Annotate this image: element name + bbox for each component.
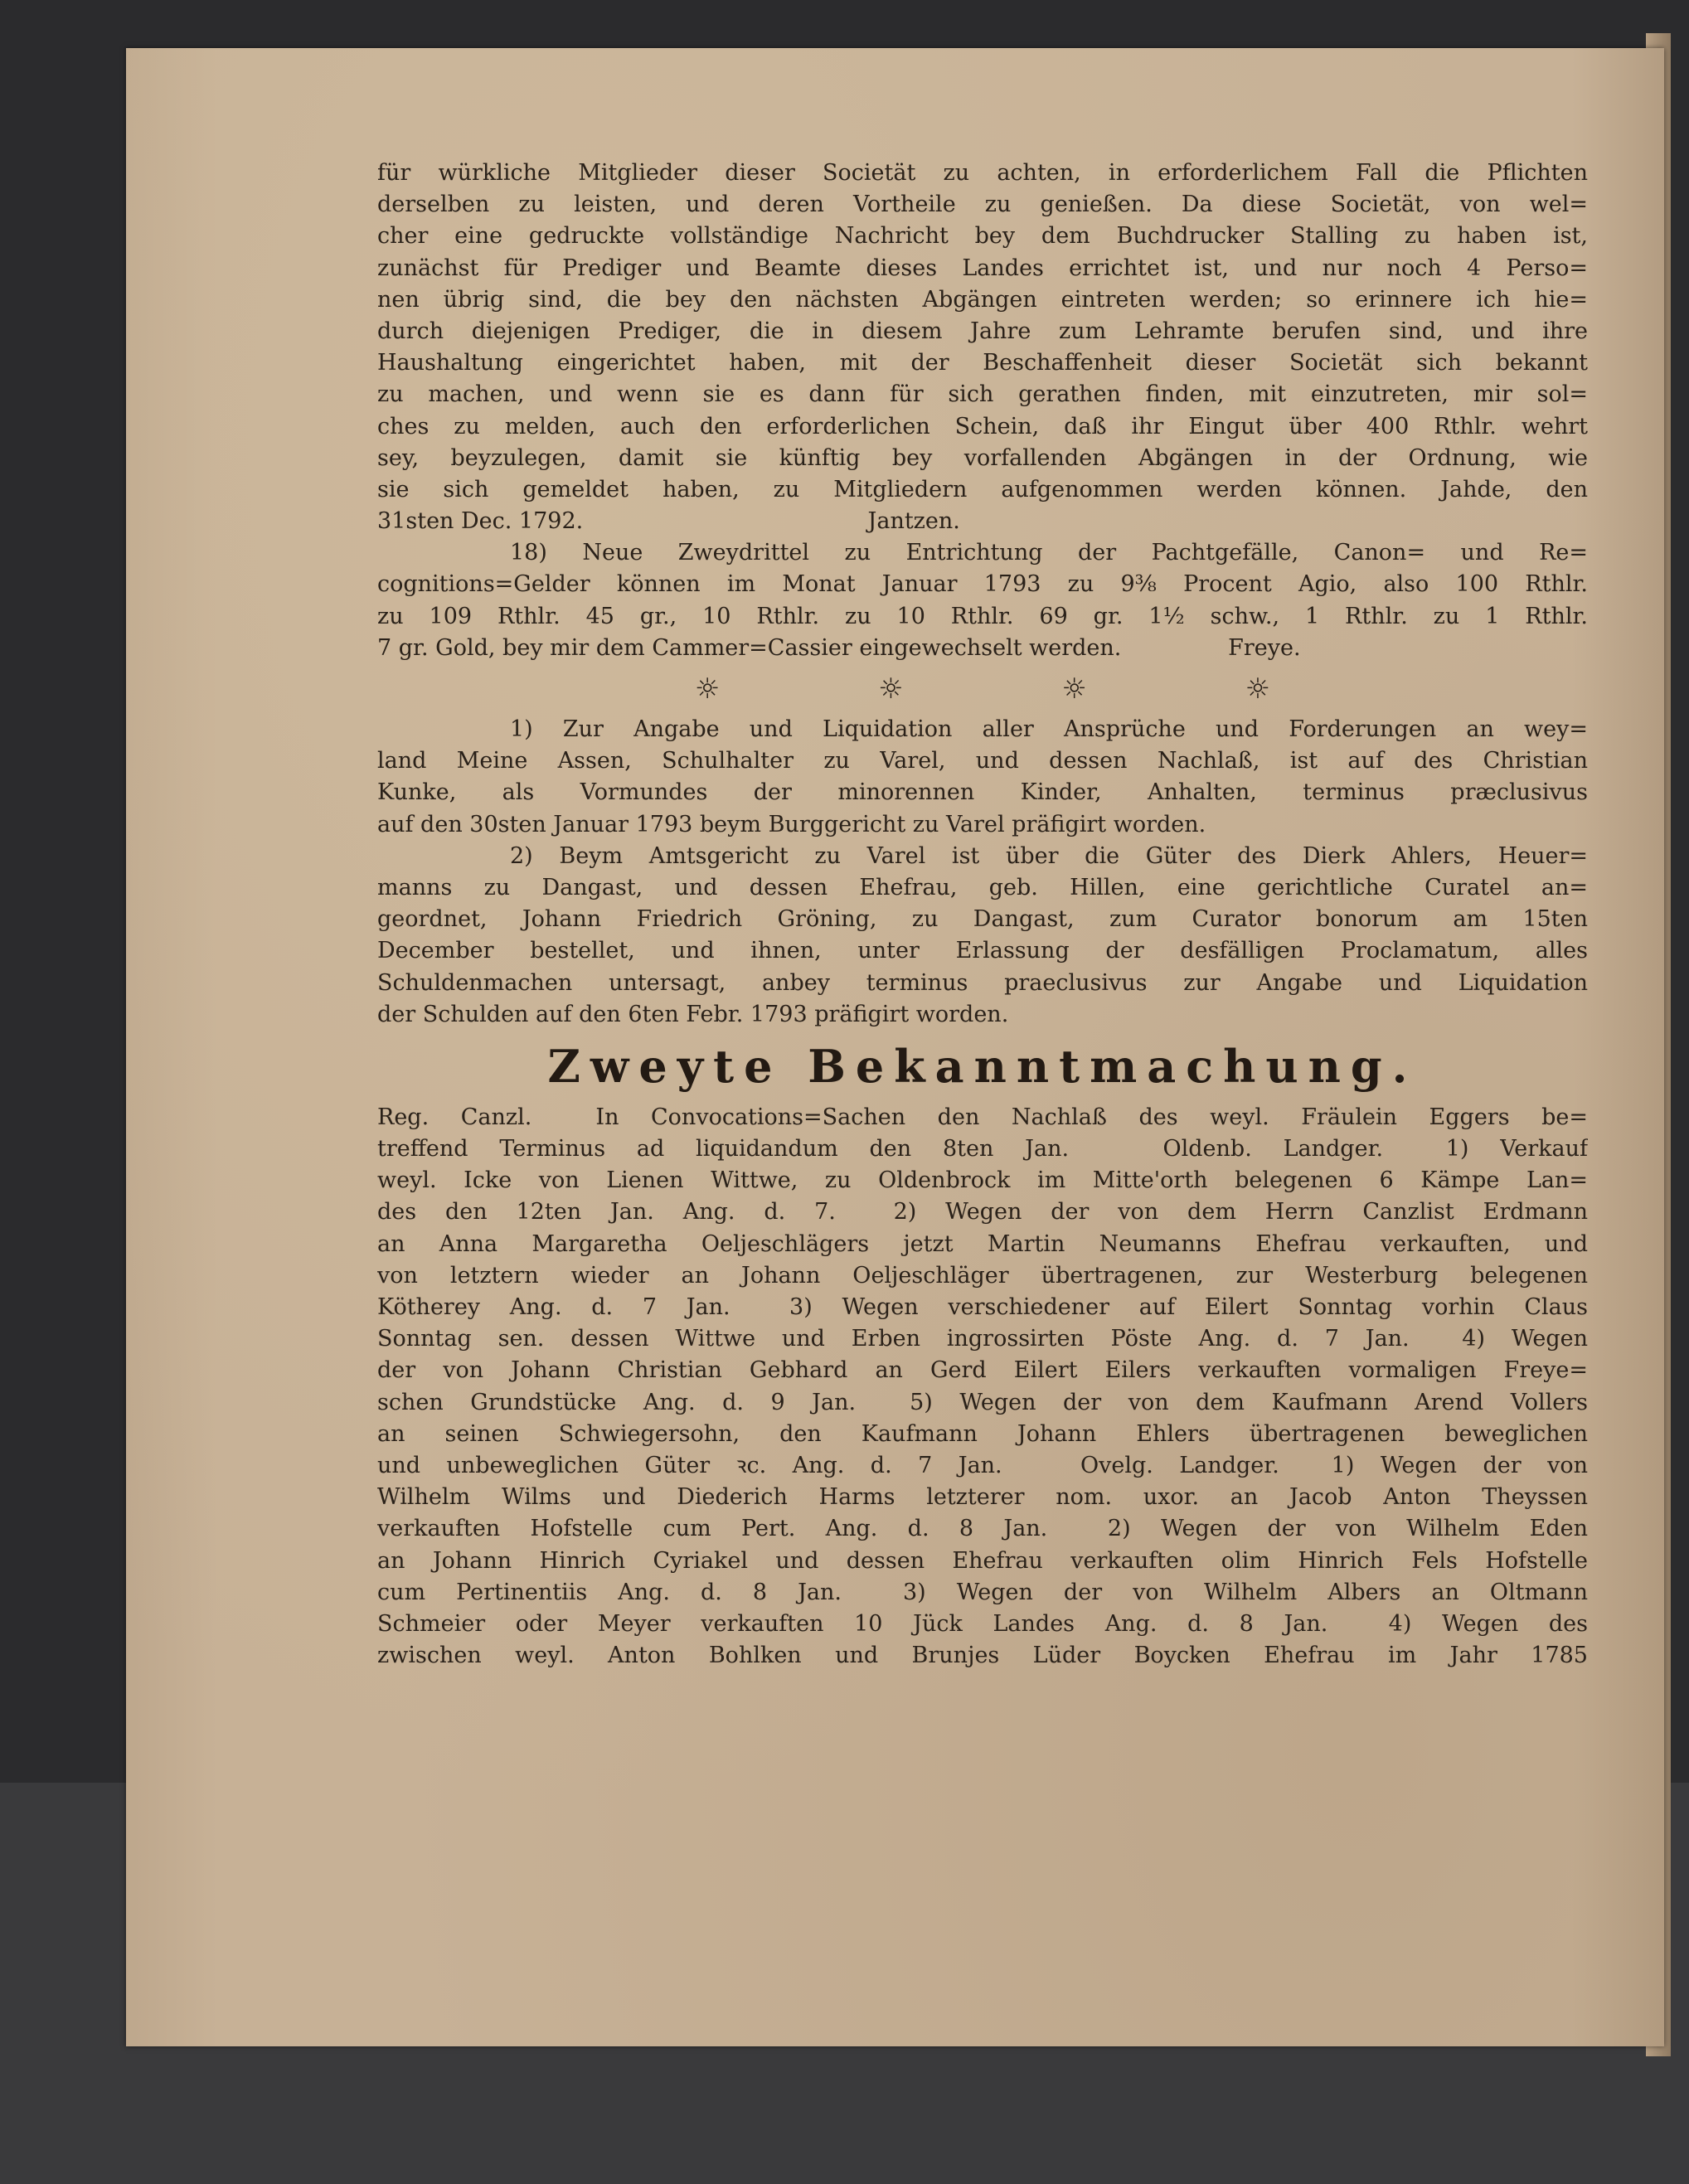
text-line: geordnet, Johann Friedrich Gröning, zu Dangast, zum Curator bonorum am 15ten xyxy=(377,906,1588,933)
text-line: Sonntag sen. dessen Wittwe und Erben ingrossirten Pöste Ang. d. 7 Jan. 4) Wegen xyxy=(377,1326,1588,1352)
text-line: 18) Neue Zweydrittel zu Entrichtung der Pachtgefälle, Canon= und Re= xyxy=(510,540,1588,566)
page-text xyxy=(377,158,1588,1672)
text-line: 31sten Dec. 1792. Jantzen. xyxy=(377,508,960,535)
section-notices xyxy=(377,714,1588,1031)
text-line: an Johann Hinrich Cyriakel und dessen Ehefrau verkauften olim Hinrich Fels Hofstelle xyxy=(377,1547,1588,1574)
text-line: treffend Terminus ad liquidandum den 8ten Jan. Oldenb. Landger. 1) Verkauf xyxy=(377,1136,1588,1162)
text-line: und unbeweglichen Güter ꝛc. Ang. d. 7 Jan. Ovelg. Landger. 1) Wegen der von xyxy=(377,1452,1588,1478)
text-line: verkauften Hofstelle cum Pert. Ang. d. 8 Jan. 2) Wegen der von Wilhelm Eden xyxy=(377,1516,1588,1542)
text-line: nen übrig sind, die bey den nächsten Abgängen eintreten werden; so erinnere ich hie= xyxy=(377,286,1588,313)
text-line: Haushaltung eingerichtet haben, mit der Beschaffenheit dieser Societät sich bekannt xyxy=(377,350,1588,376)
text-line: manns zu Dangast, und dessen Ehefrau, geb. Hillen, eine gerichtliche Curatel an= xyxy=(377,874,1588,900)
text-line: Kötherey Ang. d. 7 Jan. 3) Wegen verschiedener auf Eilert Sonntag vorhin Claus xyxy=(377,1294,1588,1320)
text-line: land Meine Assen, Schulhalter zu Varel, und dessen Nachlaß, ist auf des Christian xyxy=(377,748,1588,774)
text-line: sie sich gemeldet haben, zu Mitgliedern aufgenommen werden können. Jahde, den xyxy=(377,476,1588,502)
text-line: Schmeier oder Meyer verkauften 10 Jück Landes Ang. d. 8 Jan. 4) Wegen des xyxy=(377,1610,1588,1637)
ornament-stars: ☼ ☼ ☼ ☼ xyxy=(694,672,1346,706)
text-line: zunächst für Prediger und Beamte dieses Landes errichtet ist, und nur noch 4 Perso= xyxy=(377,255,1588,281)
text-line: der von Johann Christian Gebhard an Gerd Eilert Eilers verkauften vormaligen Freye= xyxy=(377,1357,1588,1384)
text-line: cher eine gedruckte vollständige Nachricht bey dem Buchdrucker Stalling zu haben ist, xyxy=(377,223,1588,250)
text-line: durch diejenigen Prediger, die in diesem Jahre zum Lehramte berufen sind, und ihre xyxy=(377,318,1588,344)
text-line: derselben zu leisten, und deren Vortheile zu genießen. Da diese Societät, von wel= xyxy=(377,192,1588,218)
text-line: December bestellet, und ihnen, unter Erlassung der desfälligen Proclamatum, alles xyxy=(377,938,1588,964)
text-line: Reg. Canzl. In Convocations=Sachen den Nachlaß des weyl. Fräulein Eggers be= xyxy=(377,1104,1588,1130)
text-line: auf den 30sten Januar 1793 beym Burggericht zu Varel präfigirt worden. xyxy=(377,811,1206,837)
text-line: an Anna Margaretha Oeljeschlägers jetzt Martin Neumanns Ehefrau verkauften, und xyxy=(377,1230,1588,1257)
text-line: Wilhelm Wilms und Diederich Harms letzterer nom. uxor. an Jacob Anton Theyssen xyxy=(377,1484,1588,1511)
text-line: an seinen Schwiegersohn, den Kaufmann Johann Ehlers übertragenen beweglichen xyxy=(377,1420,1588,1447)
text-line: sey, beyzulegen, damit sie künftig bey vorfallenden Abgängen in der Ordnung, wie xyxy=(377,444,1588,471)
section-heading: Zweyte Bekanntmachung. xyxy=(547,1039,1418,1093)
section-bekanntmachung xyxy=(377,1102,1588,1672)
text-line: des den 12ten Jan. Ang. d. 7. 2) Wegen der von dem Herrn Canzlist Erdmann xyxy=(377,1199,1588,1225)
text-line: cognitions=Gelder können im Monat Januar 1793 zu 9⅜ Procent Agio, also 100 Rthlr. xyxy=(377,571,1588,598)
text-line: zu 109 Rthlr. 45 gr., 10 Rthlr. zu 10 Rthlr. 69 gr. 1½ schw., 1 Rthlr. zu 1 Rthlr. xyxy=(377,603,1588,629)
text-line: der Schulden auf den 6ten Febr. 1793 präfigirt worden. xyxy=(377,1001,1009,1027)
text-line: Schuldenmachen untersagt, anbey terminus praeclusivus zur Angabe und Liquidation xyxy=(377,969,1588,996)
text-line: 7 gr. Gold, bey mir dem Cammer=Cassier eingewechselt werden. Freye. xyxy=(377,634,1301,661)
text-line: ches zu melden, auch den erforderlichen Schein, daß ihr Eingut über 400 Rthlr. wehrt xyxy=(377,413,1588,439)
section-societaet xyxy=(377,158,1588,664)
text-line: 2) Beym Amtsgericht zu Varel ist über die Güter des Dierk Ahlers, Heuer= xyxy=(510,842,1588,869)
text-line: Kunke, als Vormundes der minorennen Kinder, Anhalten, terminus præclusivus xyxy=(377,779,1588,806)
text-line: 1) Zur Angabe und Liquidation aller Ansprüche und Forderungen an wey= xyxy=(510,716,1588,742)
text-line: für würkliche Mitglieder dieser Societät zu achten, in erforderlichem Fall die Pflichten xyxy=(377,160,1588,186)
text-line: schen Grundstücke Ang. d. 9 Jan. 5) Wegen der von dem Kaufmann Arend Vollers xyxy=(377,1389,1588,1415)
text-line: weyl. Icke von Lienen Wittwe, zu Oldenbrock im Mitte'orth belegenen 6 Kämpe Lan= xyxy=(377,1167,1588,1194)
text-line: von letztern wieder an Johann Oeljeschläger übertragenen, zur Westerburg belegenen xyxy=(377,1262,1588,1289)
text-line: zu machen, und wenn sie es dann für sich gerathen finden, mit einzutreten, mir sol= xyxy=(377,381,1588,408)
text-line: cum Pertinentiis Ang. d. 8 Jan. 3) Wegen der von Wilhelm Albers an Oltmann xyxy=(377,1579,1588,1605)
text-line: zwischen weyl. Anton Bohlken und Brunjes Lüder Boycken Ehefrau im Jahr 1785 xyxy=(377,1643,1588,1669)
